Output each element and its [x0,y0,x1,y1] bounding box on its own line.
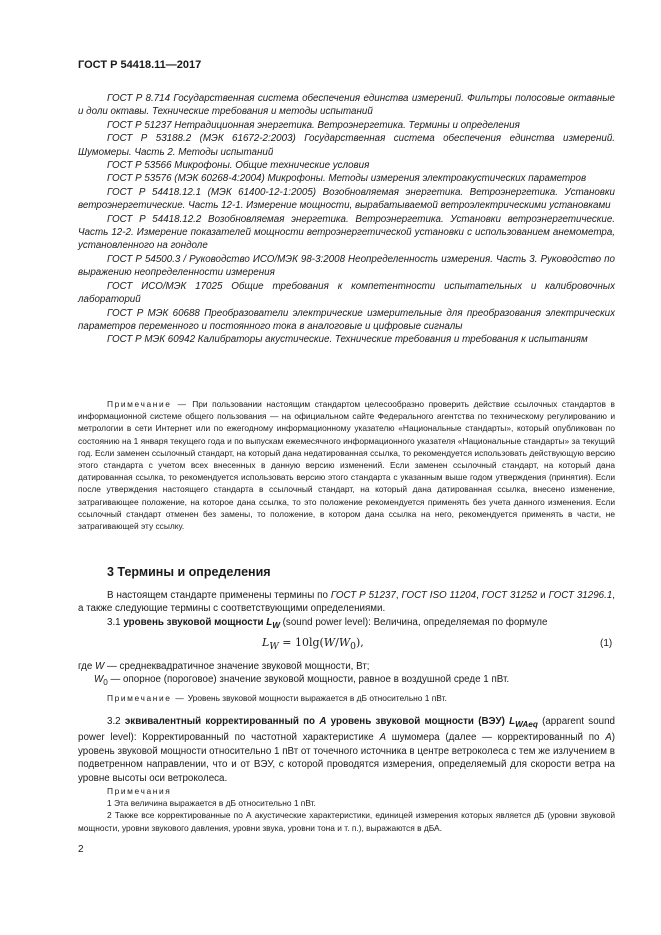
ref-link: ГОСТ ISO 11204 [401,590,477,601]
term-3-1: 3.1 уровень звуковой мощности $L_W$ (sound power level): Величина, определяемая по формуле [107,617,548,630]
reference-item: ГОСТ ИСО/МЭК 17025 Общие требования к компетентности испытательных и калибровочных лабораторий [78,280,615,306]
where-w0: $W_0$ — опорное (пороговое) значение звуковой мощности, равное в воздушной среде 1 пВт. [94,674,510,687]
formula-number: (1) [600,638,613,649]
ref-link: ГОСТ Р 51237 [330,590,396,601]
reference-item: ГОСТ Р МЭК 60688 Преобразователи электрические измерительные для преобразования электрических параметров переменного и постоянного тока в аналоговые и цифровые сигналы [78,307,615,332]
ref-link: ГОСТ 31296.1 [548,590,613,601]
reference-item: ГОСТ Р 8.714 Государственная система обеспечения единства измерений. Фильтры полосовые октавные и доли октавы. Технические требования и методы испытаний [78,93,615,118]
references-note [78,398,615,532]
note-text: При пользовании настоящим стандартом целесообразно проверить действие ссылочных стандартов в информационной системе общего пользования — на официальном сайте Федерального агентства по техническому регулированию и метрологии в сети Интернет или по ежегодному информационному указателю «Национальные стандарты», который опубликован по состоянию на 1 января текущего года и по выпускам ежемесячного информационного указателя «Национальные стандарты» за текущий год. Если заменен ссылочный стандарт, на который дана недатированная ссылка, то рекомендуется использовать действующую версию этого стандарта с учетом всех внесенных в данную версию изменений. Если заменен ссылочный стандарт, на который дана датированная ссылка, то рекомендуется использовать версию этого стандарта с указанным выше годом утверждения (принятия). Если после утверждения настоящего стандарта в ссылочный стандарт, на который дана датированная ссылка, внесено изменение, затрагивающее положение, на которое дана ссылка, то это положение рекомендуется применять без учета данного изменения. Если ссылочный стандарт отменен без замены, то положение, в котором дана ссылка на него, рекомендуется применять в части, не затрагивающей эту ссылку. [78,399,615,532]
note-label: Примечание — [107,399,188,409]
page-number: 2 [78,844,84,855]
note-item: 1 Эта величина выражается в дБ относительно 1 пВт. [107,798,316,809]
reference-item: ГОСТ Р 53566 Микрофоны. Общие технические условия [107,160,370,172]
term-notes [78,785,615,834]
reference-item: ГОСТ Р 54418.12.2 Возобновляемая энергетика. Ветроэнергетика. Установки ветроэнергетические. Часть 12-2. Измерение показателей мощности ветроэнергетической установки с использованием анемометра, установленного на гондоле [78,213,615,252]
formula-1: $L_W = 10\lg(W/W_0)$, [262,636,364,653]
where-w: где W — среднеквадратичное значение звуковой мощности, Вт; [78,661,370,672]
reference-item: ГОСТ Р 51237 Нетрадиционная энергетика. Ветроэнергетика. Термины и определения [107,119,520,131]
reference-item: ГОСТ Р 54418.12.1 (МЭК 61400-12-1:2005) Возобновляемая энергетика. Ветроэнергетика. Установки ветроэнергетические. Часть 12-1. Измерение мощности, вырабатываемой ветроэлектрическими установками [78,186,615,212]
ref-link: ГОСТ 31252 [481,590,538,601]
reference-item: ГОСТ Р 53576 (МЭК 60268-4:2004) Микрофоны. Методы измерения электроакустических параметров [107,173,587,185]
reference-item: ГОСТ Р 53188.2 (МЭК 61672-2:2003) Государственная система обеспечения единства измерений. Шумомеры. Часть 2. Методы испытаний [78,133,615,158]
section-title: 3 Термины и определения [107,565,271,579]
term-3-2: 3.2 эквивалентный корректированный по А уровень звуковой мощности (ВЭУ) $L_{WAeq}$ (apparent sound power level): Корректированный по частотной характеристике А шумомера (далее — корректированный по А) уровень звуковой мощности относительно 1 пВт от точечного источника в центре ветроколеса с тем же излучением в подветренном направлении, что и от ВЭУ, с которой проводятся измерения, определяемый для скорости ветра на уровне высоты оси ветроколеса. [78,716,615,784]
terms-intro: В настоящем стандарте применены термины по ГОСТ Р 51237, ГОСТ ISO 11204, ГОСТ 31252 и ГОСТ 31296.1, а также следующие термины с соответствующими определениями. [78,590,616,615]
document-header: ГОСТ Р 54418.11—2017 [78,59,202,71]
note-label: Примечание — [107,693,186,703]
notes-title: Примечания [107,786,172,796]
note-item: 2 Также все корректированные по А акустические характеристики, единицей измерения которых является дБ (уровни звуковой мощности, уровни звукового давления, уровни звука, уровни тона и т. п.), выражаются в дБА. [78,810,615,833]
reference-item: ГОСТ Р МЭК 60942 Калибраторы акустические. Технические требования и требования к испытаниям [107,334,588,346]
term-note: Примечание — Уровень звуковой мощности выражается в дБ относительно 1 пВт. [107,693,447,703]
reference-item: ГОСТ Р 54500.3 / Руководство ИСО/МЭК 98-3:2008 Неопределенность измерения. Часть 3. Руководство по выражению неопределенности измерения [78,253,615,279]
normative-references [78,92,615,347]
